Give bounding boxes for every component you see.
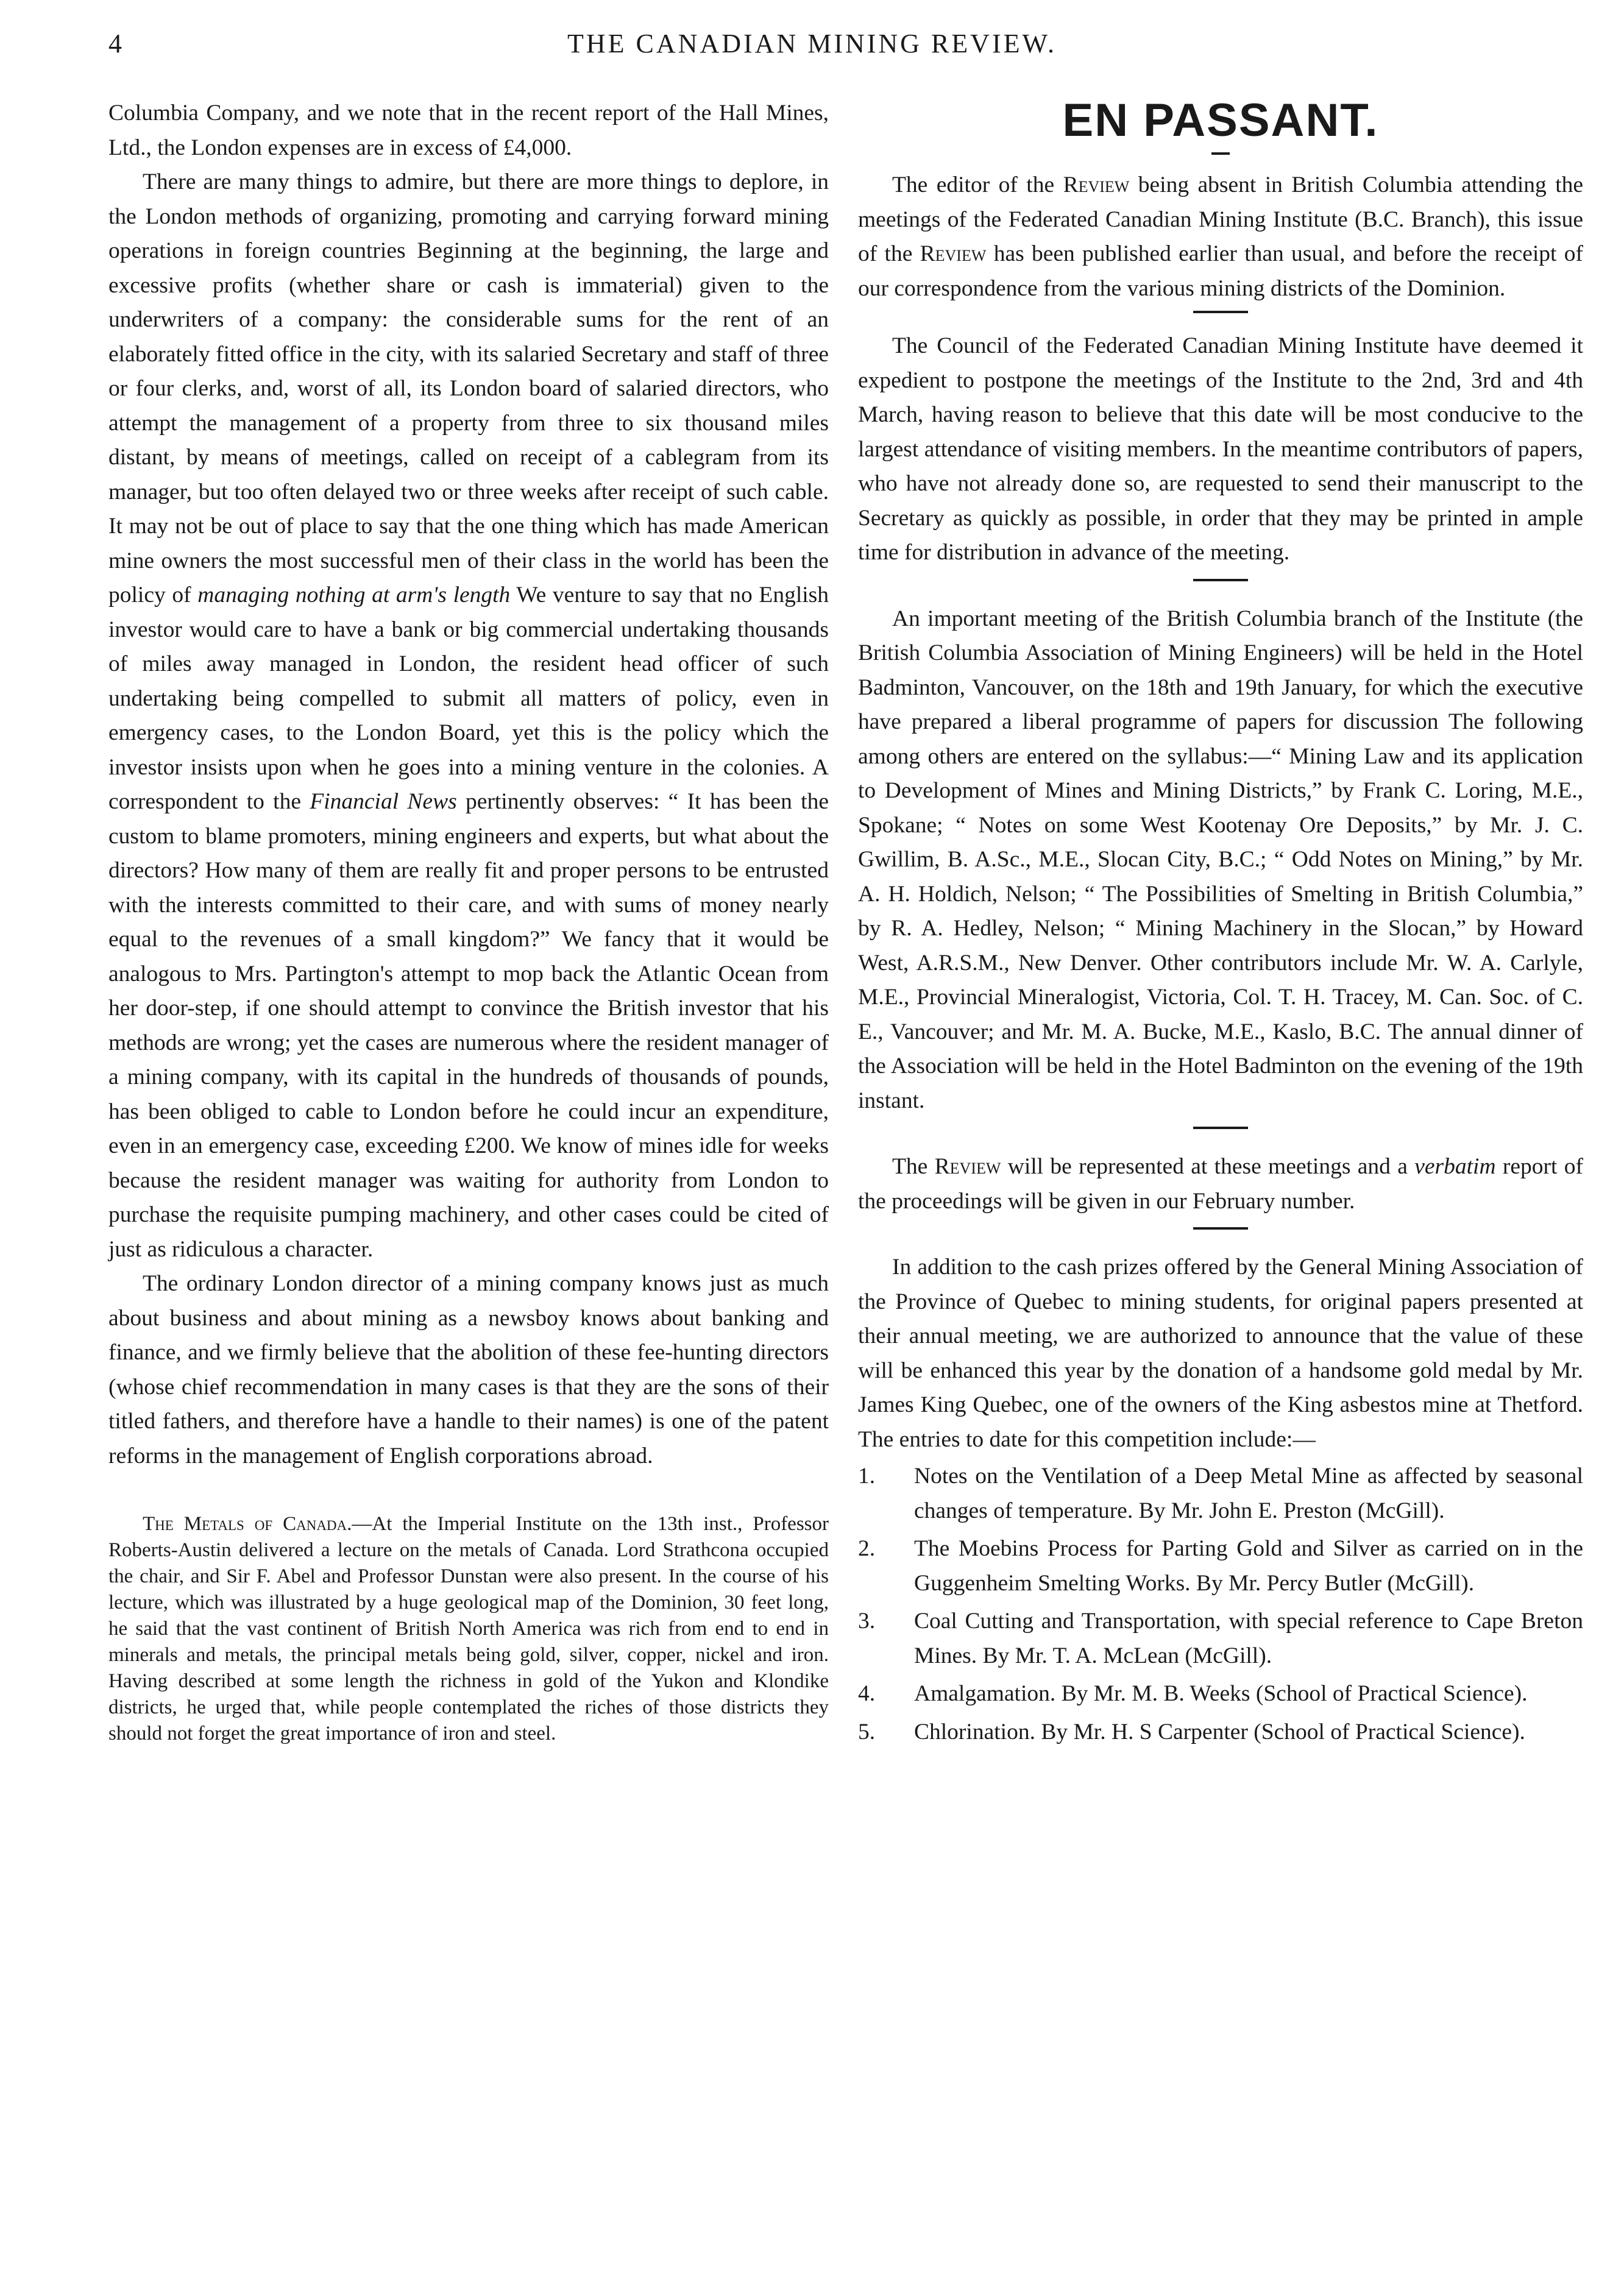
- review-name: Review: [920, 241, 987, 266]
- italic-verbatim: verbatim: [1414, 1154, 1496, 1179]
- running-title: THE CANADIAN MINING REVIEW.: [567, 29, 1057, 58]
- list-item: 2. The Moebins Process for Parting Gold and Silver as carried on in the Guggenheim Smelting Works. By Mr. Percy Butler (McGill).: [858, 1536, 1583, 1596]
- paragraph-bc-meeting: An important meeting of the British Columbia branch of the Institute (the British Columbia Association of Mining Engineers) will be held in the Hotel Badminton, Vancouver, on the 18th and 19th January, for which the executive have prepared a liberal programme of papers for discussion The following among others are entered on the syllabus:—“ Mining Law and its application to Development of Mines and Mining Districts,” by Frank C. Loring, M.E., Spokane; “ Notes on some West Kootenay Ore Deposits,” by Mr. J. C. Gwillim, B. A.Sc., M.E., Slocan City, B.C.; “ Odd Notes on Mining,” by Mr. A. H. Holdich, Nelson; “ The Possibilities of Smelting in British Columbia,” by R. A. Hedley, Nelson; “ Mining Machinery in the Slocan,” by Howard West, A.R.S.M., New Denver. Other contributors include Mr. W. A. Carlyle, M.E., Provincial Mineralogist, Victoria, Col. T. H. Tracey, M. Can. Soc. of C. E., Vancouver; and Mr. M. A. Bucke, M.E., Kaslo, B.C. The annual dinner of the Association will be held in the Hotel Badminton on the evening of the 19th instant.: [858, 606, 1583, 1113]
- separator-rule: [1193, 1227, 1248, 1230]
- paragraph-london-director: The ordinary London director of a mining company knows just as much about business and about mining as a newsboy knows about banking and finance, and we firmly believe that the abolition of these fee-hunting directors (whose chief recommendation in many cases is that they are the sons of their titled fathers, and therefore have a handle to their names) is one of the patent reforms in the management of English corporations abroad.: [108, 1271, 829, 1468]
- title-rule: [1211, 152, 1230, 155]
- page-header: [0, 28, 1624, 77]
- separator-rule: [1193, 1127, 1248, 1129]
- list-item: 5. Chlorination. By Mr. H. S Carpenter (School of Practical Science).: [858, 1719, 1525, 1744]
- list-item: 4. Amalgamation. By Mr. M. B. Weeks (School of Practical Science).: [858, 1681, 1528, 1706]
- metals-heading: The Metals of Canada.: [143, 1513, 352, 1535]
- paragraph-hall-mines: Columbia Company, and we note that in the recent report of the Hall Mines, Ltd., the London expenses are in excess of £4,000.: [108, 101, 829, 160]
- page-number: 4: [108, 29, 122, 58]
- review-name: Review: [1063, 172, 1130, 197]
- separator-rule: [1193, 311, 1248, 313]
- italic-phrase: managing nothing at arm's length: [197, 583, 511, 607]
- paragraph-council: The Council of the Federated Canadian Mining Institute have deemed it expedient to postpone the meetings of the Institute to the 2nd, 3rd and 4th March, having reason to believe that this date will be most conducive to the largest attendance of visiting members. In the meantime contributors of papers, who have not already done so, are requested to send their manuscript to the Secretary as quickly as possible, in order that they may be printed in ample time for distribution in advance of the meeting.: [858, 333, 1583, 565]
- left-column: [108, 96, 829, 1747]
- paragraph-prizes: In addition to the cash prizes offered by the General Mining Association of the Province of Quebec to mining students, for original papers presented at their annual meeting, we are authorized to announce that the value of these will be enhanced this year by the donation of a handsome gold medal by Mr. James King Quebec, one of the owners of the King asbestos mine at Thetford. The entries to date for this competition include:—: [858, 1255, 1583, 1452]
- review-name: Review: [934, 1154, 1001, 1179]
- right-column: [858, 96, 1583, 1753]
- section-title: EN PASSANT.: [1062, 94, 1379, 146]
- paragraph-editor-absent: The editor of the Review being absent in British Columbia attending the meetings of the Federated Canadian Mining Institute (B.C. Branch), this issue of the Review has been published earlier than usual, and before the receipt of our correspondence from the various mining districts of the Dominion.: [858, 172, 1584, 301]
- paragraph-london-methods: There are many things to admire, but there are more things to deplore, in the London methods of organizing, promoting and carrying forward mining operations in foreign countries Beginning at the beginning, the large and excessive profits (whether share or cash is immaterial) given to the underwriters of a company: the considerable sums for the rent of an elaborately fitted office in the city, with its salaried Secretary and staff of three or four clerks, and, worst of all, its London board of salaried directors, who attempt the management of a property from three to six thousand miles distant, by means of meetings, called on receipt of a cablegram from its manager, but too often delayed two or three weeks after receipt of such cable. It may not be out of place to say that the one thing which has made American mine owners the most successful men of their class in the world has been the policy of managing nothing at arm's length We venture to say that no English investor would care to have a bank or big commercial undertaking thousands of miles away managed in London, the resident head officer of such undertaking being compelled to submit all matters of policy, even in emergency cases, to the London Board, yet this is the policy which the investor insists upon when he goes into a mining venture in the colonies. A correspondent to the Financial News pertinently observes: “ It has been the custom to blame promoters, mining engineers and experts, but what about the directors? How many of them are really fit and proper persons to be entrusted with the interests committed to their care, and with sums of money nearly equal to the revenues of a small kingdom?” We fancy that it would be analogous to Mrs. Partington's attempt to mop back the Atlantic Ocean from her door-step, if one should attempt to convince the British investor that his methods are wrong; yet the cases are numerous where the resident manager of a mining company, with its capital in the hundreds of thousands of pounds, has been obliged to cable to London before he could incur an expenditure, even in an emergency case, exceeding £200. We know of mines idle for weeks because the resident manager was waiting for authority from London to purchase the requisite pumping machinery, and other cases could be cited of just as ridiculous a character.: [108, 169, 829, 1262]
- entries-list: [858, 1459, 1583, 1749]
- italic-publication: Financial News: [310, 789, 457, 814]
- separator-rule: [1193, 579, 1248, 581]
- paragraph-metals-of-canada: The Metals of Canada.—At the Imperial Institute on the 13th inst., Professor Roberts-Austin delivered a lecture on the metals of Canada. Lord Strathcona occupied the chair, and Sir F. Abel and Professor Dunstan were also present. In the course of his lecture, which was illustrated by a huge geological map of the Dominion, 30 feet long, he said that the vast continent of British North America was rich from end to end in minerals and metals, the principal metals being gold, silver, copper, nickel and iron. Having described at some length the richness in gold of the Yukon and Klondike districts, he urged that, while people contemplated the riches of those districts they should not forget the great importance of iron and steel.: [108, 1513, 829, 1744]
- list-item: 3. Coal Cutting and Transportation, with special reference to Cape Breton Mines. By Mr. T. A. McLean (McGill).: [858, 1609, 1583, 1668]
- paragraph-review-represented: The Review will be represented at these meetings and a verbatim report of the proceedings will be given in our February number.: [858, 1154, 1583, 1214]
- list-item: 1. Notes on the Ventilation of a Deep Metal Mine as affected by seasonal changes of temperature. By Mr. John E. Preston (McGill).: [858, 1464, 1583, 1523]
